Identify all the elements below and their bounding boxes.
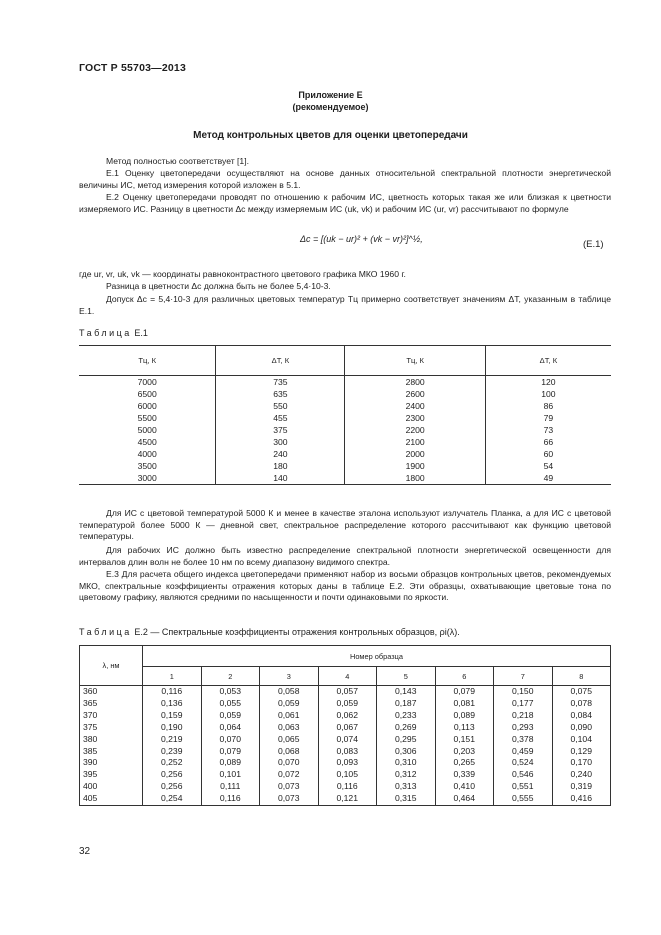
table1-cell: 120	[485, 376, 611, 389]
table2-value-cell: 0,073	[260, 781, 319, 793]
table1-header-cell: Tц, К	[79, 346, 216, 376]
table2-value-cell: 0,410	[435, 781, 494, 793]
table2-value-cell: 0,187	[377, 698, 436, 710]
table1-cell: 3000	[79, 472, 216, 485]
table2-value-cell: 0,269	[377, 722, 436, 734]
table-row	[79, 424, 611, 436]
paragraph-e2: Е.2 Оценку цветопередачи проводят по отношению к рабочим ИС, цветность которых такая же или близкая к цветности измеряемого ИС. Разницу в цветности Δc между измеряемым ИС (uk, vk) и рабочим ИС (ur, vr) рассчитывают по формуле	[79, 192, 611, 214]
table-row	[79, 388, 611, 400]
table1-cell: 4000	[137, 449, 157, 459]
table2-value-cell: 0,310	[377, 757, 436, 769]
table2-value-cell: 0,256	[143, 769, 202, 781]
table1-caption	[79, 328, 148, 338]
table1-header-cell: Tц, К	[345, 346, 485, 376]
table-row	[80, 686, 611, 698]
table1-cell: 3500	[137, 461, 157, 471]
table1-cell: 2200	[345, 424, 485, 436]
table1-cell: 1900	[345, 460, 485, 472]
table2-value-cell: 0,062	[318, 710, 377, 722]
table1-cell: 60	[485, 448, 611, 460]
table2-value-cell: 0,378	[494, 734, 553, 746]
table-row	[79, 412, 611, 424]
table2-sample-number: 6	[435, 667, 494, 686]
table2-value-cell: 0,459	[494, 746, 553, 758]
table2-value-cell: 0,084	[552, 710, 611, 722]
table1-cell: 66	[485, 436, 611, 448]
table-row	[80, 793, 611, 805]
table-row	[80, 698, 611, 710]
table1-cell: 73	[485, 424, 611, 436]
paragraph-spectral-density: Для рабочих ИС должно быть известно распределение спектральной плотности энергетической освещенности для интервалов длин волн не более 10 нм по всему диапазону видимого спектра.	[79, 545, 611, 567]
table2-value-cell: 0,116	[318, 781, 377, 793]
table2-value-cell: 0,150	[494, 686, 553, 698]
table2-value-cell: 0,265	[435, 757, 494, 769]
table1-caption-number: Е.1	[134, 328, 148, 338]
table2-group-header: Номер образца	[143, 646, 611, 667]
table2-header-row-1	[80, 646, 611, 667]
table2-value-cell: 0,058	[260, 686, 319, 698]
table2-value-cell: 0,464	[435, 793, 494, 805]
table2-value-cell: 0,218	[494, 710, 553, 722]
table2-value-cell: 0,065	[260, 734, 319, 746]
table2-value-cell: 0,551	[494, 781, 553, 793]
table1-cell: 4500	[137, 437, 157, 447]
table2-header-row-2	[80, 667, 611, 686]
table2-value-cell: 0,256	[143, 781, 202, 793]
table-row	[80, 734, 611, 746]
table2-value-cell: 0,068	[260, 746, 319, 758]
table1-cell: 180	[216, 460, 345, 472]
table2-value-cell: 0,319	[552, 781, 611, 793]
table2-value-cell: 0,136	[143, 698, 202, 710]
table1-header-row	[79, 346, 611, 376]
table1-cell: 735	[216, 376, 345, 389]
table1-cell: 7000	[137, 377, 157, 387]
table2-sample-number: 5	[377, 667, 436, 686]
paragraph-coordinates: где ur, vr, uk, vk — координаты равноконтрастного цветового графика МКО 1960 г.	[79, 269, 406, 279]
table2-value-cell: 0,313	[377, 781, 436, 793]
table1-cell: 375	[216, 424, 345, 436]
table2-value-cell: 0,295	[377, 734, 436, 746]
table2-value-cell: 0,116	[201, 793, 260, 805]
table1-header-cell: ΔT, К	[216, 346, 345, 376]
table2-value-cell: 0,055	[201, 698, 260, 710]
table2-sample-number: 2	[201, 667, 260, 686]
table2-value-cell: 0,151	[435, 734, 494, 746]
table2-value-cell: 0,057	[318, 686, 377, 698]
table2-lambda-cell: 390	[83, 757, 98, 768]
table2-value-cell: 0,067	[318, 722, 377, 734]
table-row	[80, 769, 611, 781]
table2-value-cell: 0,240	[552, 769, 611, 781]
table2-lambda-cell: 380	[83, 733, 98, 744]
table2-value-cell: 0,081	[435, 698, 494, 710]
paragraph-tolerance: Допуск Δc = 5,4·10-3 для различных цветовых температур Tц примерно соответствует значениям ΔT, указанным в таблице Е.1.	[79, 294, 611, 316]
document-header: ГОСТ Р 55703—2013	[79, 62, 187, 74]
table1-cell: 2600	[345, 388, 485, 400]
table-row	[79, 436, 611, 448]
table1-cell: 49	[485, 472, 611, 485]
table2-value-cell: 0,339	[435, 769, 494, 781]
table2-caption	[79, 627, 460, 637]
table-row	[80, 757, 611, 769]
table2-value-cell: 0,083	[318, 746, 377, 758]
table1-cell: 2100	[345, 436, 485, 448]
table2-value-cell: 0,079	[435, 686, 494, 698]
paragraph-e1: Е.1 Оценку цветопередачи осуществляют на основе данных относительной спектральной плотности энергетической величины ИС, метод измерения которой изложен в 5.1.	[79, 168, 611, 190]
table2-lambda-cell: 360	[80, 686, 143, 698]
table2-value-cell: 0,555	[494, 793, 553, 805]
table2-sample-number: 8	[552, 667, 611, 686]
table1-caption-label: Таблица	[79, 328, 132, 338]
appendix-title: Приложение Е	[298, 90, 363, 100]
table2-value-cell: 0,059	[201, 710, 260, 722]
table-row	[80, 746, 611, 758]
table2-value-cell: 0,239	[143, 746, 202, 758]
paragraph-method: Метод полностью соответствует [1].	[106, 156, 249, 166]
table2-value-cell: 0,252	[143, 757, 202, 769]
table2-value-cell: 0,073	[260, 793, 319, 805]
table-e2	[79, 645, 611, 806]
table2-lambda-cell: 365	[83, 697, 98, 708]
table1-body	[79, 376, 611, 485]
table2-value-cell: 0,072	[260, 769, 319, 781]
table2-value-cell: 0,121	[318, 793, 377, 805]
table1-cell: 2300	[345, 412, 485, 424]
table2-caption-label: Таблица	[79, 627, 132, 637]
table2-lambda-cell: 405	[83, 793, 98, 804]
table2-value-cell: 0,116	[143, 686, 202, 698]
table-row	[79, 376, 611, 389]
table1-cell: 5500	[137, 413, 157, 423]
table2-lambda-header: λ, нм	[80, 646, 143, 686]
table2-value-cell: 0,105	[318, 769, 377, 781]
table2-value-cell: 0,524	[494, 757, 553, 769]
table2-value-cell: 0,170	[552, 757, 611, 769]
table2-value-cell: 0,315	[377, 793, 436, 805]
table1-header-cell: ΔT, К	[485, 346, 611, 376]
table2-value-cell: 0,101	[201, 769, 260, 781]
paragraph-reference-source: Для ИС с цветовой температурой 5000 К и менее в качестве эталона используют излучатель Планка, а для ИС с цветовой температурой более 5000 К — дневной свет, спектральное распределение которого рассчитывают как функцию цветовой температуры.	[79, 508, 611, 541]
table2-value-cell: 0,075	[552, 686, 611, 698]
table1-cell: 1800	[345, 472, 485, 485]
formula-number: (Е.1)	[583, 239, 604, 250]
table1-cell: 79	[485, 412, 611, 424]
table2-body	[80, 686, 611, 806]
table1-cell: 2400	[345, 400, 485, 412]
table2-value-cell: 0,089	[435, 710, 494, 722]
table1-cell: 6500	[137, 389, 157, 399]
paragraph-difference: Разница в цветности Δc должна быть не более 5,4·10-3.	[106, 281, 331, 291]
table2-value-cell: 0,078	[552, 698, 611, 710]
table2-value-cell: 0,063	[260, 722, 319, 734]
table-e1	[79, 345, 611, 485]
table2-value-cell: 0,059	[260, 698, 319, 710]
table2-value-cell: 0,104	[552, 734, 611, 746]
formula-e1: Δc = [(uk − ur)² + (vk − vr)²]^½,	[300, 234, 423, 244]
table2-value-cell: 0,070	[201, 734, 260, 746]
appendix-status: (рекомендуемое)	[292, 102, 369, 112]
table2-lambda-cell: 395	[83, 769, 98, 780]
table2-value-cell: 0,219	[143, 734, 202, 746]
table1-cell: 54	[485, 460, 611, 472]
table2-sample-number: 3	[260, 667, 319, 686]
table2-value-cell: 0,306	[377, 746, 436, 758]
page-number: 32	[79, 846, 91, 857]
table2-value-cell: 0,233	[377, 710, 436, 722]
table2-sample-number: 1	[143, 667, 202, 686]
table2-value-cell: 0,254	[143, 793, 202, 805]
table-row	[79, 400, 611, 412]
table2-value-cell: 0,203	[435, 746, 494, 758]
paragraph-e3: Е.3 Для расчета общего индекса цветопередачи применяют набор из восьми образцов контрольных цветов, рекомендуемых МКО, спектральные коэффициенты отражения которых даны в таблице Е.2. Эти образцы, охватывающие цветовые тона по цветовому графику, являются средними по насыщенности и почти одинаковыми по яркости.	[79, 569, 611, 602]
table1-cell: 550	[216, 400, 345, 412]
table1-cell: 86	[485, 400, 611, 412]
table1-cell: 455	[216, 412, 345, 424]
table2-value-cell: 0,177	[494, 698, 553, 710]
table2-value-cell: 0,059	[318, 698, 377, 710]
table2-value-cell: 0,070	[260, 757, 319, 769]
table2-caption-text: Е.2 — Спектральные коэффициенты отражения контрольных образцов, ρi(λ).	[134, 627, 460, 637]
table2-lambda-cell: 375	[83, 721, 98, 732]
table-row	[80, 710, 611, 722]
table-row	[79, 448, 611, 460]
table-row	[79, 460, 611, 472]
table1-cell: 6000	[137, 401, 157, 411]
table2-value-cell: 0,093	[318, 757, 377, 769]
table2-value-cell: 0,079	[201, 746, 260, 758]
table1-cell: 5000	[137, 425, 157, 435]
table1-cell: 2000	[345, 448, 485, 460]
table2-value-cell: 0,089	[201, 757, 260, 769]
table2-value-cell: 0,416	[552, 793, 611, 805]
table2-value-cell: 0,293	[494, 722, 553, 734]
table2-value-cell: 0,053	[201, 686, 260, 698]
table2-value-cell: 0,143	[377, 686, 436, 698]
table2-sample-number: 4	[318, 667, 377, 686]
table1-cell: 140	[216, 472, 345, 485]
table2-value-cell: 0,061	[260, 710, 319, 722]
table2-value-cell: 0,111	[201, 781, 260, 793]
table2-value-cell: 0,090	[552, 722, 611, 734]
table2-value-cell: 0,113	[435, 722, 494, 734]
table1-cell: 2800	[345, 376, 485, 389]
table2-value-cell: 0,074	[318, 734, 377, 746]
table-row	[80, 781, 611, 793]
table2-value-cell: 0,190	[143, 722, 202, 734]
table2-value-cell: 0,312	[377, 769, 436, 781]
table2-value-cell: 0,159	[143, 710, 202, 722]
table2-value-cell: 0,064	[201, 722, 260, 734]
table-row	[80, 722, 611, 734]
table1-cell: 635	[216, 388, 345, 400]
table2-lambda-cell: 370	[83, 709, 98, 720]
table2-lambda-cell: 385	[83, 745, 98, 756]
table1-cell: 300	[216, 436, 345, 448]
section-title: Метод контрольных цветов для оценки цветопередачи	[193, 130, 468, 141]
table2-value-cell: 0,546	[494, 769, 553, 781]
table1-cell: 100	[485, 388, 611, 400]
table2-sample-number: 7	[494, 667, 553, 686]
table2-value-cell: 0,129	[552, 746, 611, 758]
table1-cell: 240	[216, 448, 345, 460]
table2-lambda-cell: 400	[83, 781, 98, 792]
table-row	[79, 472, 611, 485]
appendix-heading	[0, 89, 661, 113]
